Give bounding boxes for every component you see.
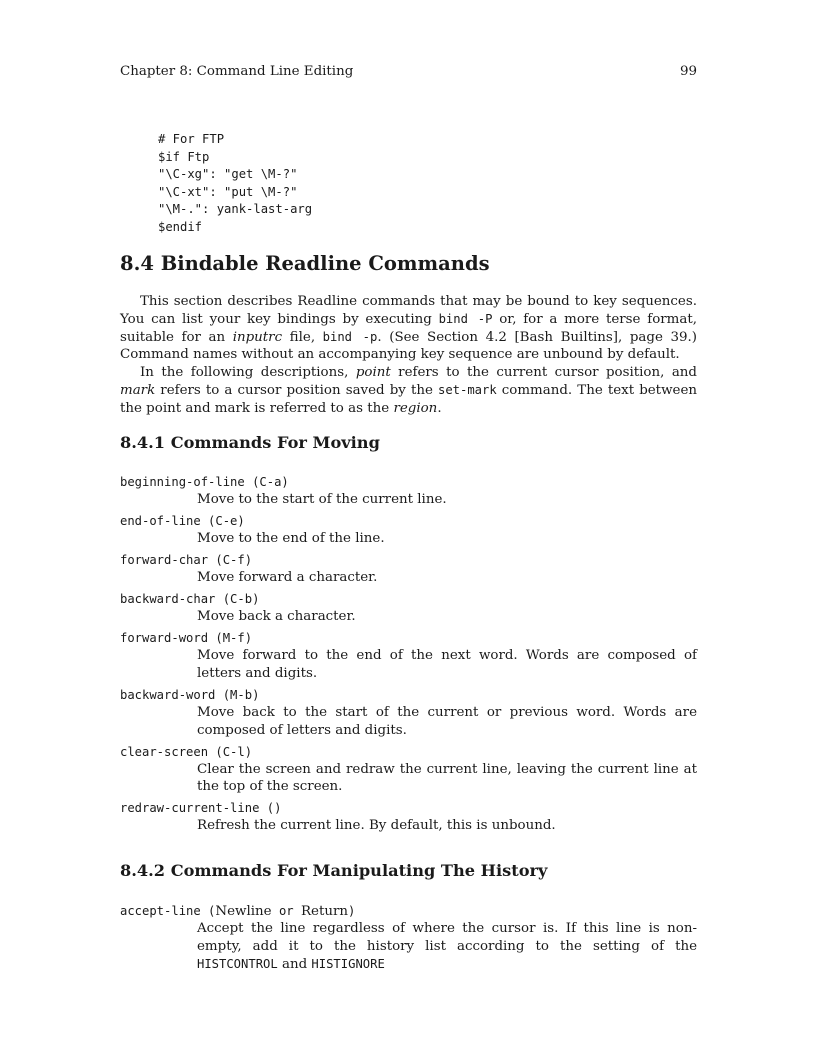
list-item (120, 473, 697, 509)
list-item (120, 590, 697, 626)
list-item (120, 551, 697, 587)
list-item (120, 743, 697, 797)
code-line: # For FTP (158, 132, 225, 146)
code-line: "\M-.": yank-last-arg (158, 202, 313, 217)
page-number: 99 (679, 64, 697, 79)
command-term: beginning-of-line (C-a) (120, 475, 289, 489)
code-inline: bind -P (438, 311, 493, 326)
subsection-heading: 8.4.1 Commands For Moving (120, 433, 380, 452)
command-term: forward-word (M-f) (120, 630, 253, 645)
code-inline: HISTIGNORE (311, 956, 385, 971)
code-inline: set-mark (437, 382, 497, 397)
code-line: "\C-xg": "get \M-?" (158, 167, 298, 182)
list-item (120, 629, 697, 683)
command-description: Move back a character. (197, 608, 356, 624)
section-intro (120, 293, 697, 418)
page-header (120, 64, 697, 82)
code-inline: bind -p (322, 329, 378, 344)
command-term: accept-line (Newline or Return) (120, 904, 356, 919)
command-description: Refresh the current line. By default, this is unbound. (197, 818, 556, 834)
command-term: clear-screen (C-l) (120, 744, 253, 759)
command-description: Move back to the start of the current or previous word. Words are composed of letters and digits. (197, 704, 697, 738)
command-description: Move to the start of the current line. (197, 492, 447, 507)
list-item (120, 799, 697, 835)
command-term: forward-char (C-f) (120, 552, 253, 567)
paragraph: This section describes Readline commands that may be bound to key sequences. You can list your key bindings by executing bind -P or, for a more terse format, suitable for an inputrc file, bind -p. (See Section 4.2 [Bash Builtins], page 39.) Command names without an accompanying key sequence are unbound by default. (120, 294, 697, 363)
emphasis: mark (120, 382, 156, 398)
command-description: Move forward a character. (197, 569, 378, 585)
subsection-heading: 8.4.2 Commands For Manipulating The History (120, 861, 548, 880)
paragraph: In the following descriptions, point refers to the current cursor position, and mark refers to a cursor position saved by the set-mark command. The text between the point and mark is referred to as the region. (120, 365, 698, 416)
command-list (120, 902, 697, 977)
command-term: backward-char (C-b) (120, 591, 260, 606)
list-item (120, 512, 697, 548)
command-term: backward-word (M-b) (120, 687, 260, 702)
command-term: redraw-current-line () (120, 801, 282, 816)
command-description: Accept the line regardless of where the cursor is. If this line is non-empty, add it to the history list according to the setting of the HISTCONTROL and HISTIGNORE (197, 921, 697, 972)
command-description: Move to the end of the line. (197, 530, 385, 546)
command-description: Clear the screen and redraw the current line, leaving the current line at the top of the screen. (197, 761, 697, 795)
code-line: $endif (158, 219, 203, 234)
command-description: Move forward to the end of the next word. Words are composed of letters and digits. (197, 647, 697, 681)
code-line: "\C-xt": "put \M-?" (158, 184, 298, 199)
command-list (120, 473, 697, 838)
emphasis: region (393, 400, 438, 416)
list-item (120, 902, 697, 973)
code-inline: HISTCONTROL (197, 956, 278, 971)
command-term: end-of-line (C-e) (120, 513, 245, 528)
emphasis: point (355, 365, 391, 381)
list-item (120, 686, 697, 740)
code-example (158, 131, 312, 237)
chapter-title: Chapter 8: Command Line Editing (120, 64, 354, 79)
section-heading: 8.4 Bindable Readline Commands (120, 252, 490, 275)
code-line: $if Ftp (158, 149, 210, 164)
emphasis: inputrc (232, 329, 283, 345)
